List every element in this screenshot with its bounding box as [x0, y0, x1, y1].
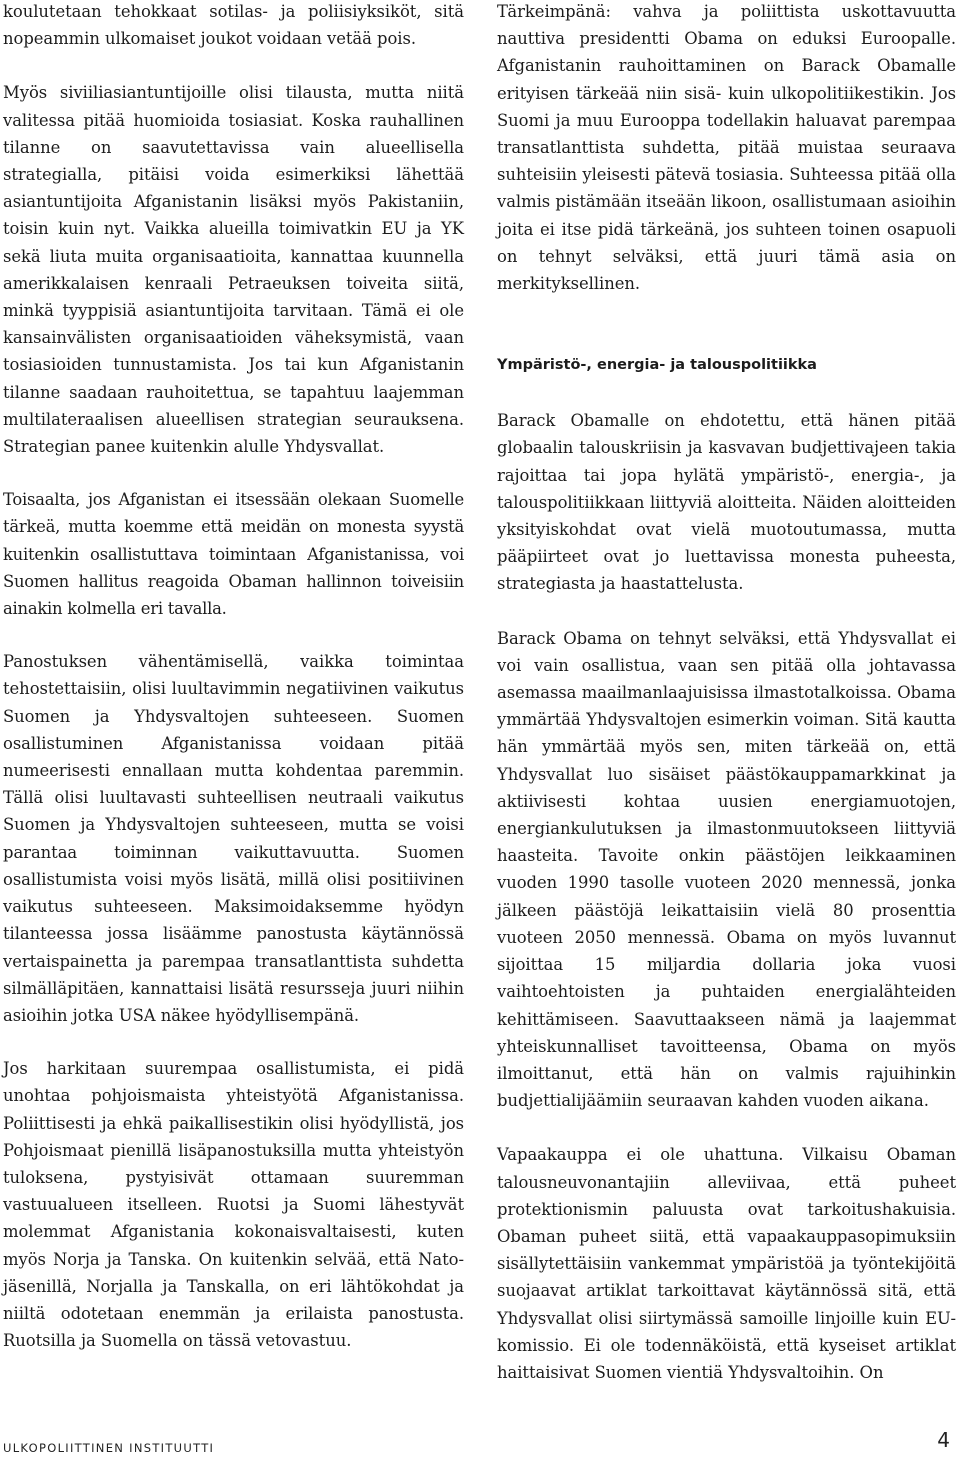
body-paragraph: Panostuksen vähentämisellä, vaikka toimintaa tehostettaisiin, olisi luultavimmin negatiivinen vaikutus Suomen ja Yhdysvaltojen suhteeseen. Suomen osallistuminen Afganistanissa voidaan pitää numeerisesti ennallaan mutta kohdentaa paremmin. Tällä olisi luultavasti suhteellisen neutraali vaikutus Suomen ja Yhdysvaltojen suhteeseen, mutta se voisi parantaa toiminnan vaikuttavuutta. Suomen osallistumista voisi myös lisätä, millä olisi positiivinen vaikutus suhteeseen. Maksimoidaksemme hyödyn tilanteessa jossa lisäämme panostusta käytännössä vertaispainetta ja parempaa transatlanttista suhdetta silmälläpitäen, kannattaisi lisätä resursseja juuri niihin asioihin jotka USA näkee hyödyllisempänä. [3, 652, 464, 1025]
left-column [3, 0, 464, 1354]
body-paragraph: Myös siviiliasiantuntijoille olisi tilausta, mutta niitä valitessa pitää huomioida tosiasiat. Koska rauhallinen tilanne on saavutettavissa vain alueellisella strategialla, pitäisi voida esimerkiksi lähettää asiantuntijoita Afganistanin lisäksi myös Pakistaniin, toisin kuin nyt. Vaikka alueilla toimivatkin EU ja YK sekä liuta muita organisaatioita, kannattaa kuunnella amerikkalaisen kenraali Petraeuksen toiveita siitä, minkä tyyppisiä asiantuntijoita tarvitaan. Tämä ei ole kansainvälisten organisaatioiden väheksymistä, vaan tosiasioiden tunnustamista. Jos tai kun Afganistanin tilanne saadaan rauhoitettua, se tapahtuu laajemman multilateraalisen alueellisen strategian seurauksena. Strategian panee kuitenkin alulle Yhdysvallat. [3, 83, 464, 457]
body-paragraph: Barack Obama on tehnyt selväksi, että Yhdysvallat ei voi vain osallistua, vaan sen pitää olla johtavassa asemassa maailmanlaajuisissa ilmastotalkoissa. Obama ymmärtää Yhdysvaltojen esimerkin voiman. Sitä kautta hän ymmärtää myös sen, miten tärkeää on, että Yhdysvallat luo sisäiset päästökauppamarkkinat ja aktiivisesti kohtaa uusien energiamuotojen, energiankulutuksen ja ilmastonmuutokseen liittyviä haasteita. Tavoite onkin päästöjen leikkaaminen vuoden 1990 tasolle vuoteen 2020 mennessä, jonka jälkeen päästöjä leikattaisiin vielä 80 prosenttia vuoteen 2050 mennessä. Obama on myös luvannut sijoittaa 15 miljardia dollaria joka vuosi vaihtoehtoisten ja puhtaiden energialähteiden kehittämiseen. Saavuttaakseen nämä ja laajemmat yhteiskunnalliset tavoitteensa, Obama on myös ilmoittanut, että hän on valmis rajuihinkin budjettialijäämiin seuraavan kahden vuoden aikana. [497, 628, 956, 1111]
body-paragraph: koulutetaan tehokkaat sotilas- ja poliisiyksiköt, sitä nopeammin ulkomaiset joukot voidaan vetää pois. [3, 2, 464, 49]
intro-paragraph: Tärkeimpänä: vahva ja poliittista uskottavuutta nauttiva presidentti Obama on eduksi Euroopalle. Afganistanin rauhoittaminen on Barack Obamalle erityisen tärkeää niin sisä- kuin ulkopolitiikestikin. Jos Suomi ja muu Eurooppa todellakin haluavat parempaa transatlanttista suhdetta, pitää muistaa seuraava suhteisiin yleisesti pätevä tosiasia. Suhteessa pitää olla valmis pistämään itseään likoon, osallistumaan asioihin joita ei itse pidä tärkeänä, jos suhteen toinen osapuoli on tehnyt selväksi, että juuri tämä asia on merkityksellinen. [497, 2, 956, 294]
section-heading: Ympäristö-, energia- ja talouspolitiikka [497, 357, 817, 374]
publisher-footer: ULKOPOLIITTINEN INSTITUUTTI [3, 1441, 215, 1455]
body-paragraph: Toisaalta, jos Afganistan ei itsessään olekaan Suomelle tärkeä, mutta koemme että meidän on monesta syystä kuitenkin osallistuttava toimintaan Afganistanissa, voi Suomen hallitus reagoida Obaman hallinnon toiveisiin ainakin kolmella eri tavalla. [3, 490, 464, 619]
body-paragraph: Barack Obamalle on ehdotettu, että hänen pitää globaalin talouskriisin ja kasvavan budjettivajeen takia rajoittaa tai jopa hylätä ympäristö-, energia-, ja talouspolitiikkaan liittyviä aloitteita. Näiden aloitteiden yksityiskohdat ovat vielä muotoutumassa, mutta pääpiirteet ovat jo luettavissa monesta puheesta, strategiasta ja haastattelusta. [497, 411, 956, 594]
body-paragraph: Vapaakauppa ei ole uhattuna. Vilkaisu Obaman talousneuvonantajiin alleviivaa, että puheet protektionismin paluusta ovat tarkoitushakuisia. Obaman puheet siitä, että vapaakauppasopimuksiin sisällytettäisiin vankemmat ympäristöä ja työntekijöitä suojaavat artiklat tarkoittavat käytännössä sitä, että Yhdysvallat olisi siirtymässä samoille linjoille kuin EU-komissio. Ei ole todennäköistä, että kyseiset artiklat haittaisivat Suomen vientiä Yhdysvaltoihin. On [497, 1145, 956, 1382]
right-column [497, 0, 956, 1386]
body-paragraph: Jos harkitaan suurempaa osallistumista, ei pidä unohtaa pohjoismaista yhteistyötä Afganistanissa. Poliittisesti ja ehkä paikallisestikin olisi hyödyllistä, jos Pohjoismaat pienillä lisäpanostuksilla mutta yhteistyön tuloksena, pystyisivät ottamaan suuremman vastuualueen itselleen. Ruotsi ja Suomi lähestyvät molemmat Afganistania kokonaisvaltaisesti, kuten myös Norja ja Tanska. On kuitenkin selvää, että Nato-jäsenillä, Norjalla ja Tanskalla, on eri lähtökohdat ja niiltä odotetaan enemmän ja erilaista panostusta. Ruotsilla ja Suomella on tässä vetovastuu. [3, 1059, 464, 1351]
page-number: 4 [937, 1428, 950, 1452]
